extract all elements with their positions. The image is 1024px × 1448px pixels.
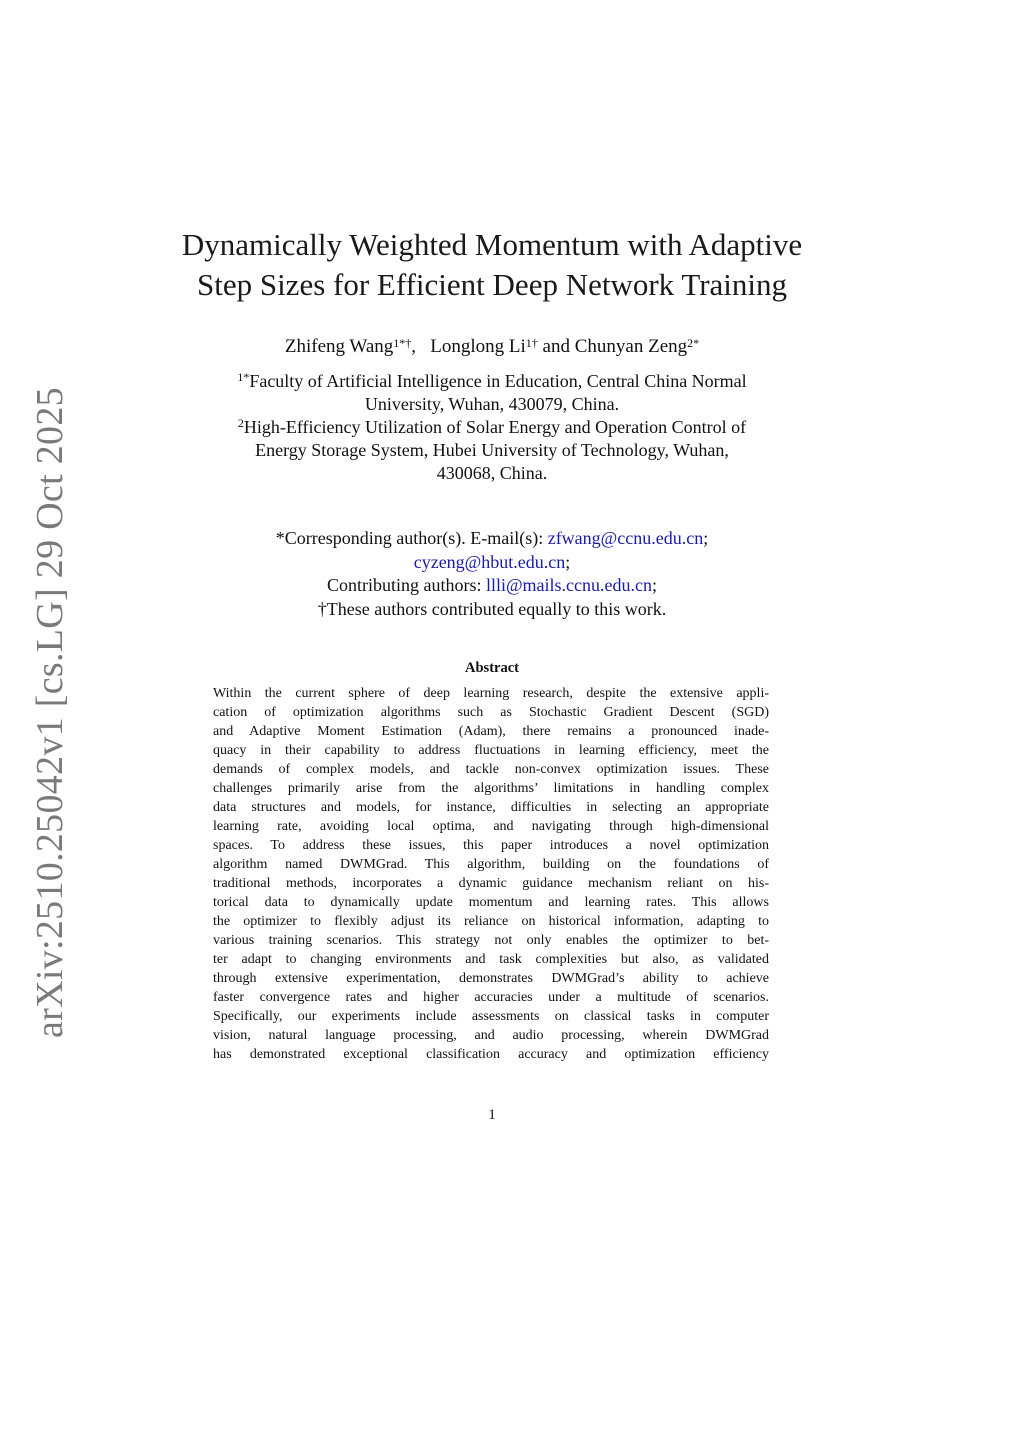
- abstract-line: faster convergence rates and higher accuracies under a multitude of scenarios.: [213, 990, 769, 1005]
- author-marks: 1*†: [393, 336, 412, 350]
- abstract-line: Specifically, our experiments include assessments on classical tasks in computer: [213, 1009, 769, 1024]
- abstract-line: spaces. To address these issues, this paper introduces a novel optimization: [213, 838, 769, 853]
- abstract-heading: Abstract: [465, 660, 519, 676]
- abstract-line: vision, natural language processing, and audio processing, wherein DWMGrad: [213, 1028, 769, 1043]
- abstract-line: Within the current sphere of deep learning research, despite the extensive appli-: [213, 686, 769, 701]
- correspondence-block: [180, 527, 804, 621]
- paper-title: [150, 225, 834, 305]
- affiliation-mark: 1*: [237, 370, 250, 384]
- affiliation-line: University, Wuhan, 430079, China.: [364, 394, 620, 414]
- abstract-line: various training scenarios. This strategy not only enables the optimizer to bet-: [213, 933, 769, 948]
- abstract-line: has demonstrated exceptional classification accuracy and optimization efficiency: [213, 1047, 769, 1062]
- affiliation-list: [180, 370, 804, 485]
- abstract-line: traditional methods, incorporates a dynamic guidance mechanism reliant on his-: [213, 876, 769, 891]
- abstract-line: quacy in their capability to address fluctuations in learning efficiency, meet the: [213, 743, 769, 758]
- affiliation-line: 430068, China.: [436, 463, 548, 483]
- affiliation-line: $^{1*}$Faculty of Artificial Intelligence in Education, Central China Normal: [237, 370, 747, 391]
- paper-title-line-1: Dynamically Weighted Momentum with Adaptive: [181, 227, 803, 262]
- affiliation-line: Energy Storage System, Hubei University of Technology, Wuhan,: [255, 440, 729, 460]
- author-marks: 1†: [525, 336, 538, 350]
- abstract-line: algorithm named DWMGrad. This algorithm, building on the foundations of: [213, 857, 769, 872]
- abstract-line: and Adaptive Moment Estimation (Adam), there remains a pronounced inade-: [213, 724, 769, 739]
- abstract-line: ter adapt to changing environments and task complexities but also, as validated: [213, 952, 769, 967]
- author-name: Longlong $Li^{1\dagger}$: [430, 336, 538, 357]
- author-name: Zhifeng Wang$^{1*\dagger}$: [284, 336, 412, 357]
- email-link[interactable]: cyzeng@hbut.edu.cn: [413, 551, 566, 572]
- abstract-line: torical data to dynamically update momentum and learning rates. This allows: [213, 895, 769, 910]
- abstract-line: challenges primarily arise from the algorithms’ limitations in handling complex: [213, 781, 769, 796]
- author-separator: ,: [411, 336, 417, 357]
- abstract-body: [213, 684, 769, 1064]
- affiliation-mark: 2: [237, 416, 244, 430]
- abstract-line: through extensive experimentation, demonstrates DWMGrad’s ability to achieve: [213, 971, 769, 986]
- page-number: 1: [488, 1107, 496, 1123]
- author-list: [150, 334, 834, 360]
- email-link[interactable]: zfwang@ccnu.edu.cn: [547, 528, 704, 548]
- equal-contribution-note: †These authors contributed equally to this work.: [317, 598, 667, 619]
- arxiv-identifier-stamp[interactable]: arXiv:2510.25042v1 [cs.LG] 29 Oct 2025: [29, 387, 71, 1038]
- author-name: Chunyan Zeng$^{2*}$: [574, 336, 700, 357]
- abstract-line: data structures and models, for instance, difficulties in selecting an appropriate: [213, 800, 769, 815]
- abstract-line: cation of optimization algorithms such as Stochastic Gradient Descent (SGD): [213, 705, 769, 720]
- corresponding-authors-line: *Corresponding author(s). E-mail(s): zfwang@ccnu.edu.cn;: [275, 528, 709, 548]
- abstract-line: demands of complex models, and tackle non-convex optimization issues. These: [213, 762, 769, 777]
- email-link[interactable]: llli@mails.ccnu.edu.cn: [485, 575, 653, 595]
- author-marks: 2*: [687, 336, 700, 350]
- author-connector-and: and: [542, 336, 570, 357]
- affiliation-line: $^2$High-Efficiency Utilization of Solar Energy and Operation Control of: [237, 416, 747, 437]
- abstract-line: the optimizer to flexibly adjust its reliance on historical information, adapting to: [213, 914, 769, 929]
- contributing-authors-line: Contributing authors: llli@mails.ccnu.edu.cn;: [326, 575, 658, 595]
- abstract-line: learning rate, avoiding local optima, and navigating through high-dimensional: [213, 819, 769, 834]
- paper-title-line-2: Step Sizes for Efficient Deep Network Training: [196, 267, 788, 302]
- corresponding-authors-line-2: cyzeng@hbut.edu.cn;: [413, 551, 571, 572]
